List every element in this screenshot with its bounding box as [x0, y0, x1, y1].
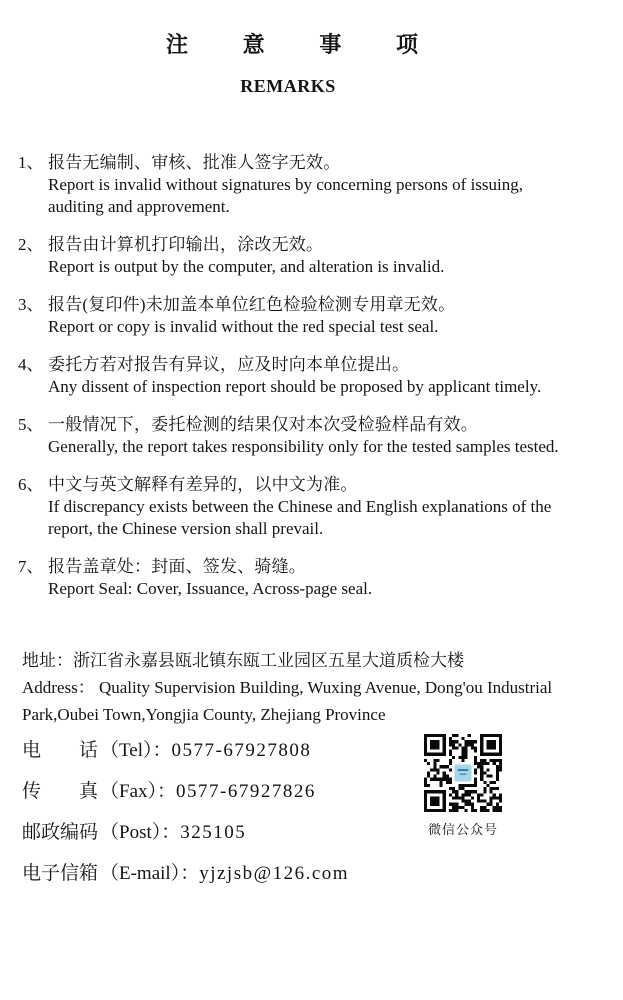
item-body: [48, 556, 610, 600]
item-text-cn: 委托方若对报告有异议，应及时向本单位提出。: [48, 355, 410, 374]
item-body: [48, 474, 610, 540]
item-text-cn: 报告无编制、审核、批准人签字无效。: [48, 153, 341, 172]
contact-label-en: （Fax）：: [100, 781, 177, 802]
item-body: [48, 152, 610, 218]
qr-code-icon: [424, 734, 502, 812]
item-number: 6、: [18, 475, 44, 494]
item-body: [48, 414, 610, 458]
item-text-cn: 报告(复印件)未加盖本单位红色检验检测专用章无效。: [48, 295, 456, 314]
item-text-en: Report or copy is invalid without the red special test seal.: [48, 317, 439, 336]
item-body: [48, 234, 610, 278]
item-text-cn: 一般情况下，委托检测的结果仅对本次受检验样品有效。: [48, 415, 478, 434]
item-text-cn: 报告由计算机打印输出，涂改无效。: [48, 235, 324, 254]
item-text-en: Report is output by the computer, and alteration is invalid.: [48, 257, 445, 276]
contact-block: [22, 740, 349, 904]
address-en: Park,Oubei Town,Yongjia County, Zhejiang Province: [22, 705, 386, 724]
contact-label-en: （Post）：: [100, 822, 181, 843]
address-en: Address： Quality Supervision Building, Wuxing Avenue, Dong'ou Industrial: [22, 678, 553, 697]
title-char: 项: [395, 32, 418, 57]
remark-item-6: [18, 474, 610, 540]
postal-code: 325105: [180, 822, 247, 843]
item-number: 4、: [18, 355, 44, 374]
item-body: [48, 294, 610, 338]
item-text-en: Report Seal: Cover, Issuance, Across-page seal.: [48, 579, 373, 598]
remark-item-5: [18, 414, 610, 458]
fax-number: 0577-67927826: [176, 781, 316, 802]
title-char: 注: [166, 32, 189, 57]
address-cn: 地址：浙江省永嘉县瓯北镇东瓯工业园区五星大道质检大楼: [22, 651, 464, 670]
contact-line-fax: [22, 781, 349, 803]
email-address: yjzjsb@126.com: [199, 863, 350, 884]
item-text-en: report, the Chinese version shall prevail.: [48, 519, 324, 538]
address-block: [22, 647, 607, 728]
qr-caption: 微信公众号: [427, 822, 498, 837]
page-title-chinese: [166, 32, 418, 58]
title-char: 意: [242, 32, 265, 57]
remarks-list: [18, 152, 610, 616]
remark-item-1: [18, 152, 610, 218]
contact-label: 电子信箱: [22, 863, 99, 884]
contact-label: 传 真: [22, 781, 99, 802]
remark-item-2: [18, 234, 610, 278]
contact-label: 邮政编码: [22, 822, 99, 843]
title-char: 事: [319, 32, 342, 57]
remark-item-3: [18, 294, 610, 338]
item-number: 3、: [18, 295, 44, 314]
item-text-en: Any dissent of inspection report should be proposed by applicant timely.: [48, 377, 542, 396]
item-number: 2、: [18, 235, 44, 254]
contact-label-en: （E-mail）：: [100, 863, 200, 884]
item-text-en: Report is invalid without signatures by concerning persons of issuing,: [48, 175, 523, 194]
contact-line-tel: [22, 740, 349, 762]
item-text-cn: 中文与英文解释有差异的，以中文为准。: [48, 475, 358, 494]
wechat-qr-section: [424, 734, 502, 838]
item-number: 7、: [18, 557, 44, 576]
item-number: 5、: [18, 415, 44, 434]
remark-item-7: [18, 556, 610, 600]
item-text-cn: 报告盖章处：封面、签发、骑缝。: [48, 557, 306, 576]
item-text-en: If discrepancy exists between the Chinese and English explanations of the: [48, 497, 552, 516]
contact-line-email: [22, 863, 349, 885]
item-text-en: Generally, the report takes responsibility only for the tested samples tested.: [48, 437, 559, 456]
phone-number: 0577-67927808: [171, 740, 312, 761]
item-text-en: auditing and approvement.: [48, 197, 230, 216]
contact-label: 电 话: [22, 740, 99, 761]
item-body: [48, 354, 610, 398]
remark-item-4: [18, 354, 610, 398]
contact-label-en: （Tel）：: [100, 740, 172, 761]
item-number: 1、: [18, 153, 44, 172]
page-title-english: REMARKS: [240, 76, 336, 96]
contact-line-post: [22, 822, 349, 844]
